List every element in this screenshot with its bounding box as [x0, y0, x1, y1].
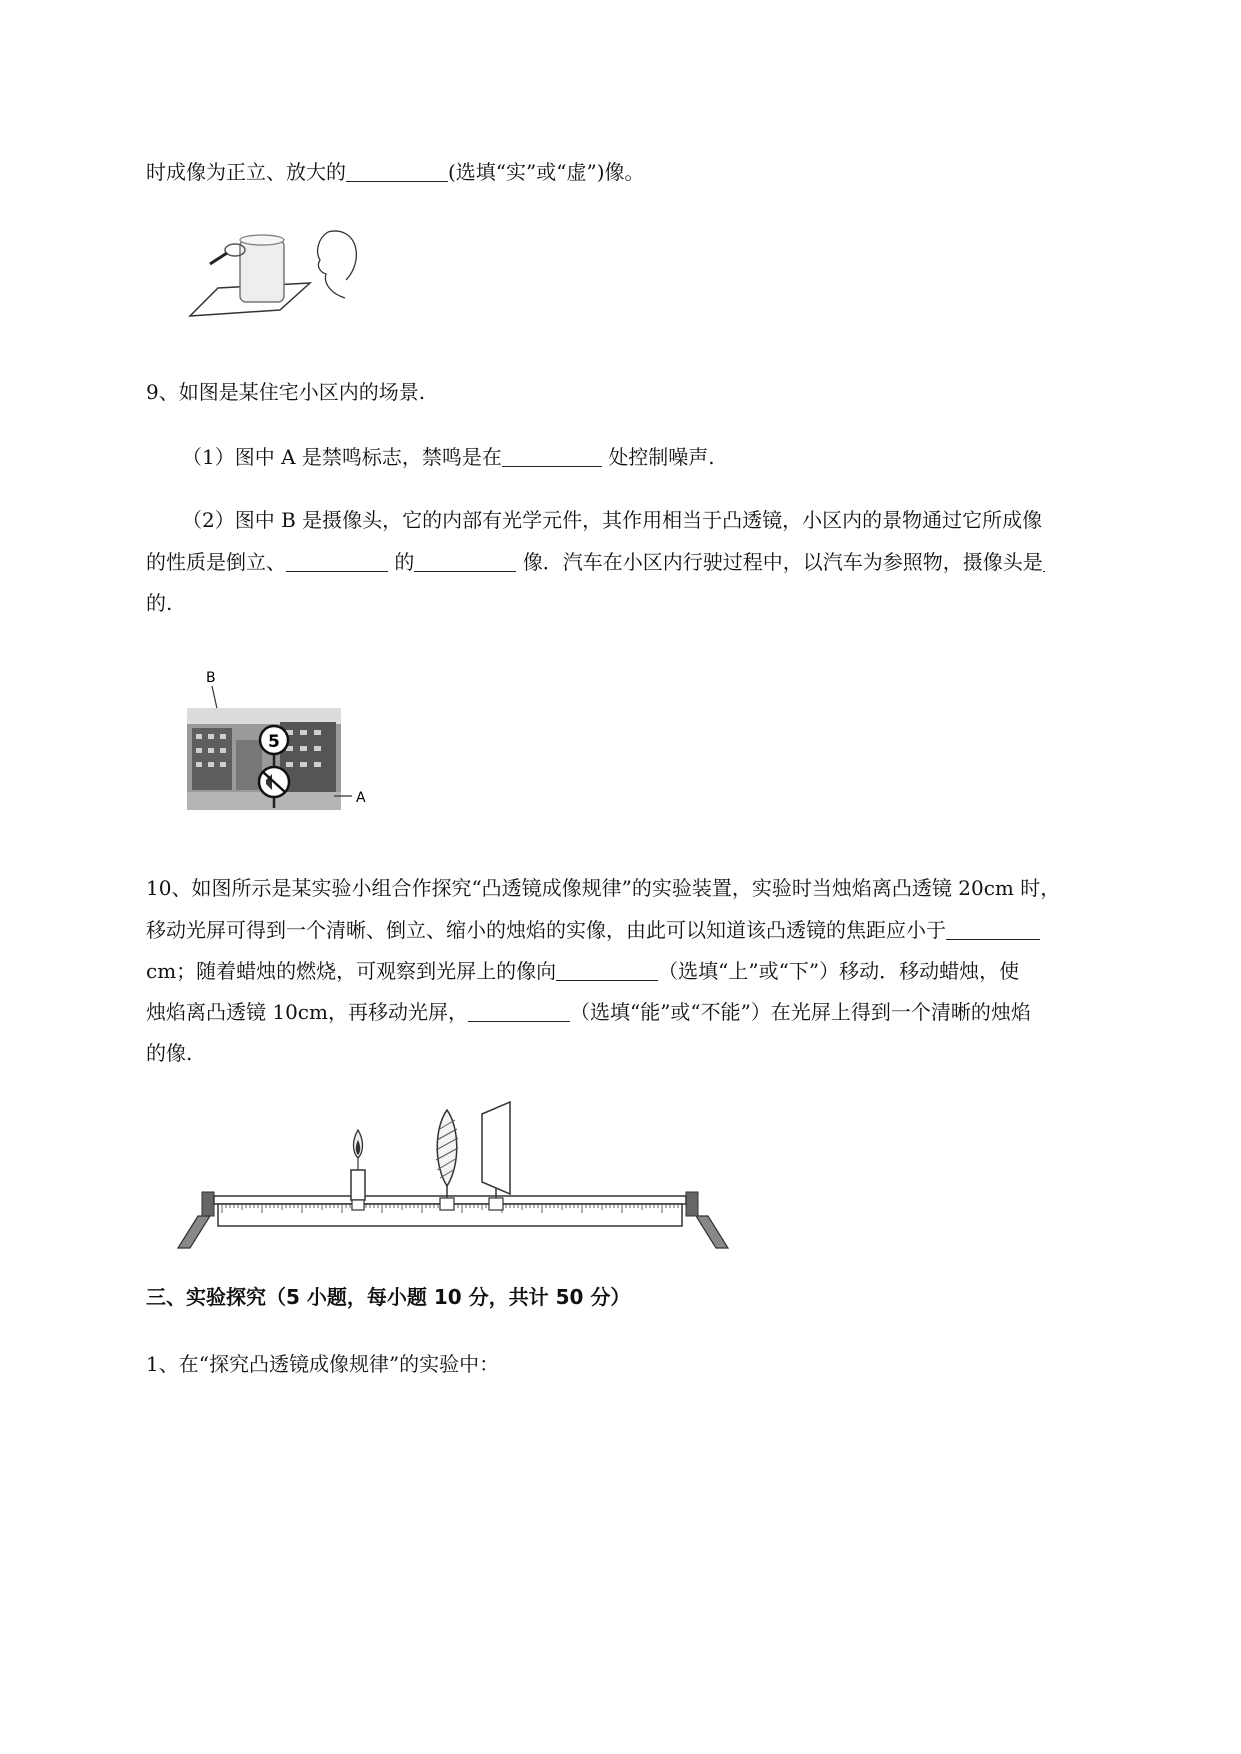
q9-part1-after: 处控制噪声.: [601, 445, 715, 469]
q9-image-type-blank[interactable]: [414, 551, 516, 572]
q10-line3-b: （选填“上”或“下”）移动．移动蜡烛，使: [658, 959, 1020, 983]
speed-limit-number: 5: [268, 732, 280, 752]
q8-tail-line: [146, 158, 645, 186]
q10-line3: [146, 957, 1019, 985]
q9-label-b: B: [206, 670, 216, 686]
q10-line2-text: 移动光屏可得到一个清晰、倒立、缩小的烛焰的实像，由此可以知道该凸透镜的焦距应小于: [146, 918, 946, 942]
q10-line4-a: 烛焰离凸透镜 10cm，再移动光屏，: [146, 1000, 468, 1024]
q10-line2: [146, 916, 1040, 944]
q9-part1-before: （1）图中 A 是禁鸣标志，禁鸣是在: [182, 445, 502, 469]
q8-text-before: 时成像为正立、放大的: [146, 160, 346, 184]
q10-focal-length-blank[interactable]: [946, 919, 1040, 940]
q9-stem: 9、如图是某住宅小区内的场景.: [146, 380, 426, 404]
q10-line4-b: （选填“能”或“不能”）在光屏上得到一个清晰的烛焰: [569, 1000, 1031, 1024]
q9-part2-line1: （2）图中 B 是摄像头，它的内部有光学元件，其作用相当于凸透镜，小区内的景物通过它所成像: [182, 508, 1043, 532]
optical-bench-figure: [176, 1100, 736, 1260]
q9-part2-a: 的性质是倒立、: [146, 550, 286, 574]
q10-can-cannot-blank[interactable]: [468, 1001, 570, 1022]
q9-part2-c: 像．汽车在小区内行驶过程中，以汽车为参照物，摄像头是: [516, 550, 1043, 574]
q9-part1-blank[interactable]: [502, 446, 602, 467]
q9-part1: [182, 443, 715, 471]
q9-part2-line2: [146, 548, 1045, 576]
q10-direction-blank[interactable]: [556, 960, 658, 981]
q9-part2-line3: 的.: [146, 591, 173, 615]
q9-part2-b: 的: [388, 550, 415, 574]
q10-line4: [146, 998, 1031, 1026]
q8-magnifier-figure: [180, 228, 380, 328]
section3-q1: 1、在“探究凸透镜成像规律”的实验中：: [146, 1352, 500, 1376]
q10-line1: 10、如图所示是某实验小组合作探究“凸透镜成像规律”的实验装置，实验时当烛焰离凸透镜 20cm 时，: [146, 876, 1061, 900]
q9-size-blank[interactable]: [286, 551, 388, 572]
q8-text-after: (选填“实”或“虚”)像。: [448, 160, 645, 184]
q9-label-a: A: [356, 790, 366, 806]
q9-reference-blank[interactable]: [1043, 551, 1045, 572]
q10-line3-a: cm；随着蜡烛的燃烧，可观察到光屏上的像向: [146, 959, 557, 983]
q10-line5: 的像.: [146, 1041, 193, 1065]
q9-residential-scene-figure: [184, 668, 384, 818]
q8-answer-blank[interactable]: [346, 161, 448, 182]
section3-heading: 三、实验探究（5 小题，每小题 10 分，共计 50 分）: [146, 1285, 631, 1309]
